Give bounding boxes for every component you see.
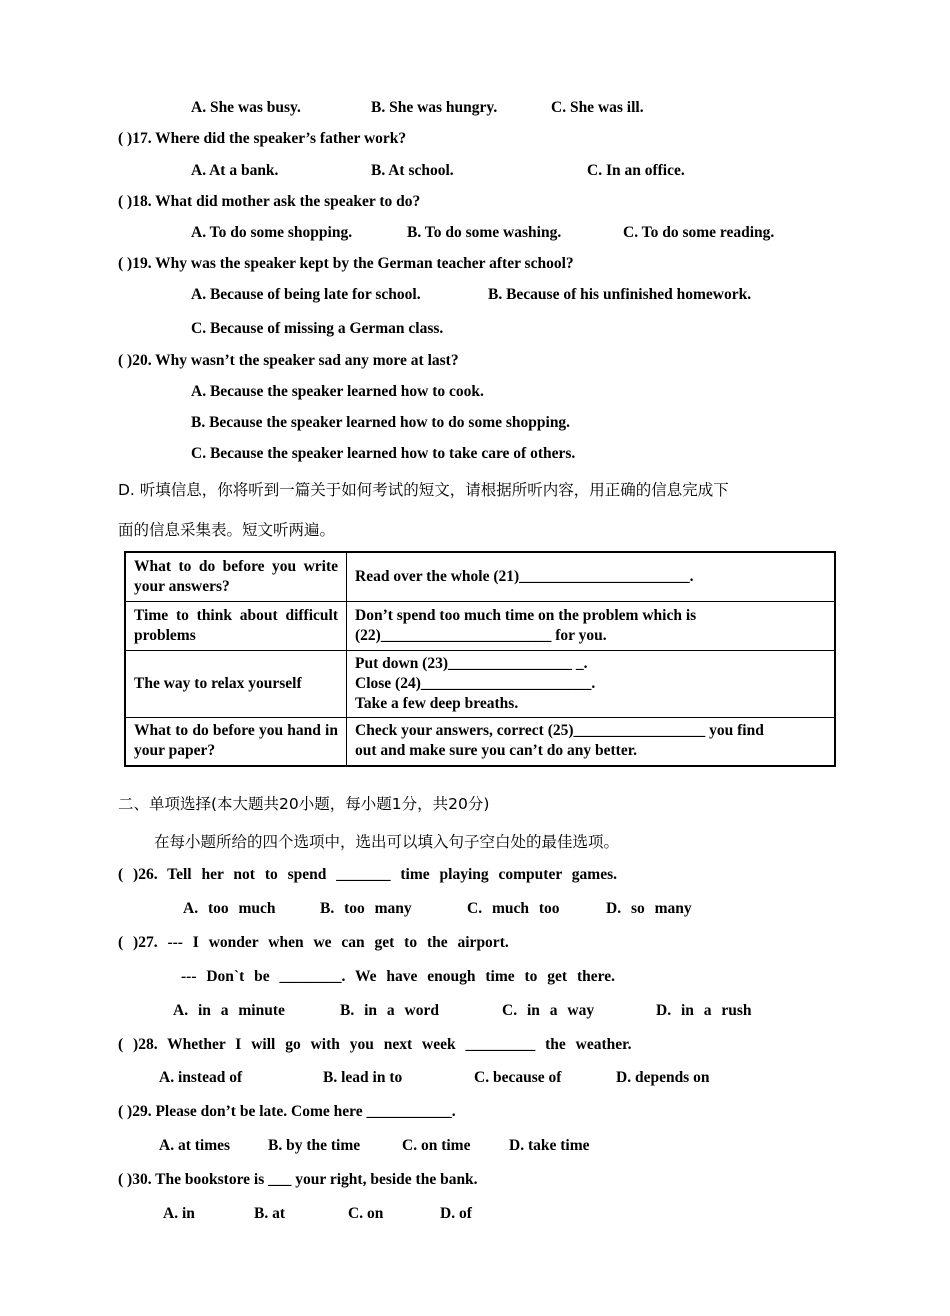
q17-option-a: A. At a bank. [191,162,279,179]
q20-stem: ( )20. Why wasn’t the speaker sad any more at last? [118,352,459,369]
q20-option-b: B. Because the speaker learned how to do some shopping. [191,414,571,431]
table-line: Don’t spend too much time on the problem which is [355,606,697,624]
q16-option-a: A. She was busy. [191,99,301,116]
q28-stem: ( )28. Whether I will go with you next week _________ the weather. [118,1036,632,1053]
table-row [125,552,835,601]
q28-option-b: B. lead in to [323,1069,403,1086]
table-cell-label: Time to think about difficult problems [125,601,347,650]
q27-option-b: B. in a word [340,1002,439,1019]
q26-option-d: D. so many [606,900,692,917]
q18-option-b: B. To do some washing. [407,224,562,241]
q27-option-c: C. in a way [502,1002,595,1019]
q28-option-d: D. depends on [616,1069,710,1086]
table-row [125,650,835,717]
q26-option-a: A. too much [183,900,276,917]
table-cell-content [347,650,836,717]
table-line: Take a few deep breaths. [355,694,519,712]
q16-option-c: C. She was ill. [551,99,644,116]
q20-option-a: A. Because the speaker learned how to cook. [191,383,484,400]
q26-stem: ( )26. Tell her not to spend _______ time playing computer games. [118,866,618,883]
q18-option-a: A. To do some shopping. [191,224,353,241]
q27-reply: --- Don`t be ________. We have enough time to get there. [181,968,615,985]
q17-option-c: C. In an office. [587,162,685,179]
table-cell-content [347,552,836,601]
q17-option-b: B. At school. [371,162,454,179]
table-cell-label: What to do before you hand in your paper? [125,717,347,766]
table-cell-content [347,717,836,766]
q30-option-a: A. in [163,1205,195,1222]
q30-option-b: B. at [254,1205,285,1222]
q27-option-a: A. in a minute [173,1002,285,1019]
table-row [125,717,835,766]
table-line: (22)______________________ for you. [355,626,607,644]
table-line: Check your answers, correct (25)_________________ you find [355,722,764,740]
q18-option-c: C. To do some reading. [623,224,775,241]
q30-option-d: D. of [440,1205,472,1222]
q17-stem: ( )17. Where did the speaker’s father work? [118,130,407,147]
section-d-line2: 面的信息采集表。短文听两遍。 [118,521,336,539]
q30-stem: ( )30. The bookstore is ___ your right, beside the bank. [118,1171,478,1188]
table-line: Read over the whole (21)______________________. [355,567,694,585]
q27-stem: ( )27. --- I wonder when we can get to the airport. [118,934,509,951]
q29-option-c: C. on time [402,1137,471,1154]
table-line: out and make sure you can’t do any better. [355,742,638,760]
q18-stem: ( )18. What did mother ask the speaker to do? [118,193,421,210]
q19-option-c: C. Because of missing a German class. [191,320,444,337]
section-2-instruction: 在每小题所给的四个选项中，选出可以填入句子空白处的最佳选项。 [154,833,620,851]
q19-stem: ( )19. Why was the speaker kept by the German teacher after school? [118,255,574,272]
q29-option-d: D. take time [509,1137,590,1154]
section-d-line1: D. 听填信息，你将听到一篇关于如何考试的短文，请根据所听内容，用正确的信息完成下 [118,481,729,499]
q20-option-c: C. Because the speaker learned how to take care of others. [191,445,576,462]
q19-option-b: B. Because of his unfinished homework. [488,286,752,303]
q29-stem: ( )29. Please don’t be late. Come here ___________. [118,1103,456,1120]
q30-option-c: C. on [348,1205,384,1222]
q27-option-d: D. in a rush [656,1002,752,1019]
q26-option-c: C. much too [467,900,560,917]
q19-option-a: A. Because of being late for school. [191,286,421,303]
q29-option-a: A. at times [159,1137,231,1154]
section-2-title: 二、单项选择(本大题共20小题，每小题1分，共20分) [118,795,490,813]
table-line: Put down (23)________________ _. [355,654,588,672]
table-cell-label: The way to relax yourself [125,650,347,717]
q28-option-a: A. instead of [159,1069,243,1086]
table-line: Close (24)______________________. [355,674,596,692]
q29-option-b: B. by the time [268,1137,361,1154]
info-collection-table [124,551,836,767]
table-row [125,601,835,650]
q28-option-c: C. because of [474,1069,562,1086]
q16-option-b: B. She was hungry. [371,99,498,116]
q26-option-b: B. too many [320,900,412,917]
table-cell-label: What to do before you write your answers? [125,552,347,601]
table-cell-content [347,601,836,650]
